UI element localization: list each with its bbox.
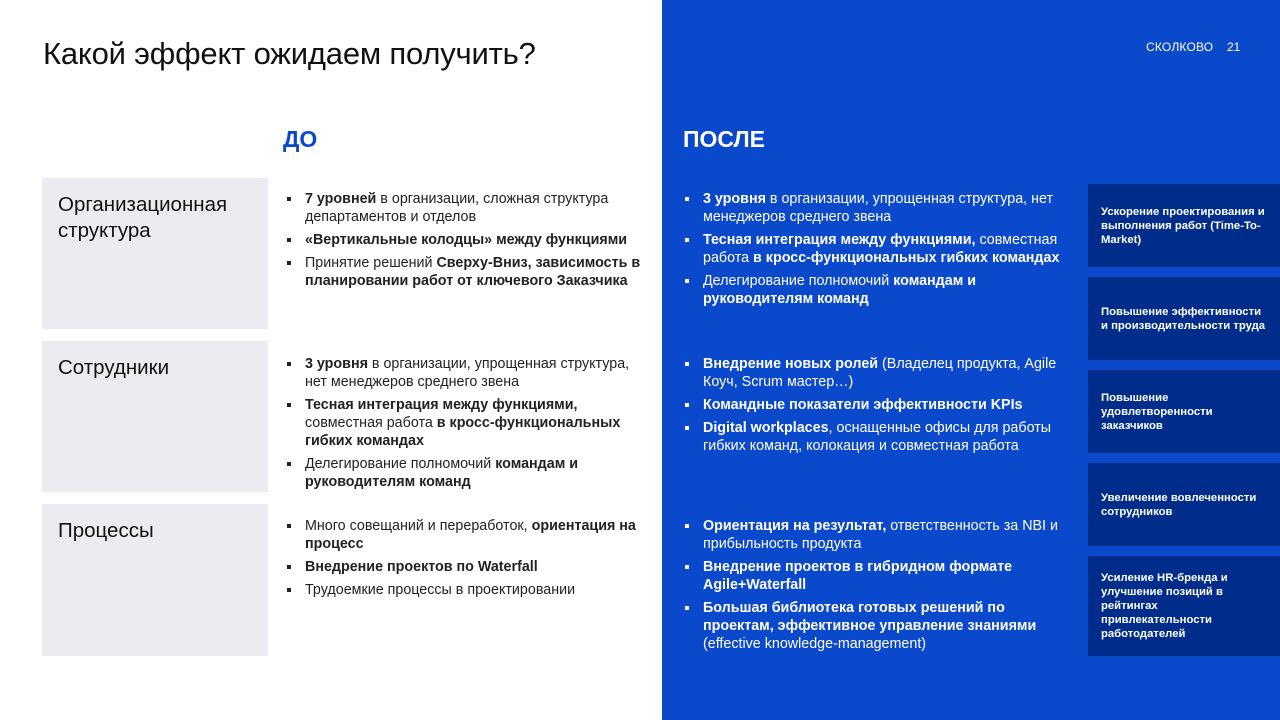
- bullet-text: Делегирование полномочий: [703, 273, 894, 289]
- page-title: Какой эффект ожидаем получить?: [43, 36, 536, 71]
- bullet-text: в организации, упрощенная структура, нет менеджеров среднего звена: [305, 356, 630, 390]
- bullet-item: [284, 231, 654, 249]
- bullet-item: [284, 581, 654, 599]
- before-list-employees: [284, 355, 654, 496]
- effect-text: Усиление HR-бренда и улучшение позиций в рейтингах привлекательности работодателей: [1101, 572, 1228, 640]
- bullet-item: [682, 231, 1072, 267]
- bullet-text: ответственность за NBI и прибыльность продукта: [703, 518, 1058, 552]
- effect-box-customer-satisfaction: [1088, 370, 1280, 453]
- bullet-item: [682, 355, 1072, 391]
- bullet-item: [284, 558, 654, 576]
- effect-text: Ускорение проектирования и выполнения работ (Time-To-Market): [1101, 205, 1265, 246]
- bullet-text-bold: Командные показатели эффективности KPIs: [703, 397, 1023, 413]
- bullet-text-bold: в кросс-функциональных гибких командах: [753, 250, 1060, 266]
- bullet-text-bold: Сверху-Вниз, зависимость в планировании работ от ключевого Заказчика: [305, 255, 641, 289]
- bullet-item: [682, 599, 1072, 653]
- bullet-item: [284, 455, 654, 491]
- effect-text: Повышение удовлетворенности заказчиков: [1101, 391, 1213, 432]
- bullet-text-bold: ориентация на процесс: [305, 518, 636, 552]
- bullet-text-bold: Внедрение новых ролей: [703, 356, 879, 372]
- bullet-text-bold: «Вертикальные колодцы» между функциями: [305, 232, 628, 248]
- after-list-employees: [682, 355, 1072, 460]
- category-box-processes: [42, 504, 268, 656]
- bullet-item: [682, 419, 1072, 455]
- bullet-text-bold: Тесная интеграция между функциями,: [305, 397, 578, 413]
- bullet-item: [682, 558, 1072, 594]
- bullet-text: (Владелец продукта, Agile Коуч, Scrum мастер…): [703, 356, 1057, 390]
- bullet-item: [284, 396, 654, 450]
- effect-box-hr-brand: [1088, 556, 1280, 656]
- bullet-item: [284, 190, 654, 226]
- bullet-item: [284, 517, 654, 553]
- bullet-item: [682, 396, 1072, 414]
- bullet-item: [682, 272, 1072, 308]
- category-box-employees: [42, 341, 268, 492]
- bullet-text: , оснащенные офисы для работы гибких команд, колокация и совместная работа: [703, 420, 1052, 454]
- category-label: Организационная структура: [58, 193, 228, 242]
- after-column-heading: ПОСЛЕ: [683, 126, 765, 152]
- bullet-text-bold: 3 уровня: [703, 191, 766, 207]
- bullet-text-bold: в кросс-функциональных гибких командах: [305, 415, 621, 449]
- bullet-text-bold: Большая библиотека готовых решений по проектам, эффективное управление знаниями: [703, 600, 1037, 634]
- bullet-text-bold: командам и руководителям команд: [305, 456, 579, 490]
- effect-box-productivity: [1088, 277, 1280, 360]
- bullet-text: (effective knowledge-management): [703, 636, 927, 652]
- bullet-item: [682, 190, 1072, 226]
- bullet-item: [284, 355, 654, 391]
- before-column-heading: ДО: [283, 126, 318, 152]
- bullet-text-bold: 3 уровня: [305, 356, 368, 372]
- bullet-text: в организации, сложная структура департаментов и отделов: [305, 191, 609, 225]
- effect-text: Увеличение вовлеченности сотрудников: [1101, 491, 1257, 518]
- before-list-processes: [284, 517, 654, 604]
- bullet-text: в организации, упрощенная структура, нет менеджеров среднего звена: [703, 191, 1054, 225]
- bullet-item: [682, 517, 1072, 553]
- effect-box-time-to-market: [1088, 184, 1280, 267]
- bullet-text-bold: Тесная интеграция между функциями,: [703, 232, 976, 248]
- bullet-item: [284, 254, 654, 290]
- category-label: Процессы: [58, 519, 154, 542]
- category-label: Сотрудники: [58, 356, 170, 379]
- bullet-text-bold: Внедрение проектов в гибридном формате Agile+Waterfall: [703, 559, 1013, 593]
- bullet-text-bold: командам и руководителям команд: [703, 273, 977, 307]
- bullet-text-bold: 7 уровней: [305, 191, 377, 207]
- after-list-processes: [682, 517, 1072, 658]
- bullet-text-bold: Внедрение проектов по Waterfall: [305, 559, 538, 575]
- bullet-text: Принятие решений: [305, 255, 437, 271]
- bullet-text: Много совещаний и переработок,: [305, 518, 532, 534]
- bullet-text-bold: Digital workplaces: [703, 420, 829, 436]
- effect-text: Повышение эффективности и производительности труда: [1101, 305, 1266, 332]
- bullet-text: Трудоемкие процессы в проектировании: [305, 582, 576, 598]
- brand-label: СКОЛКОВО: [1146, 40, 1214, 54]
- bullet-text: Делегирование полномочий: [305, 456, 496, 472]
- page-number: 21: [1227, 40, 1241, 54]
- effect-box-engagement: [1088, 463, 1280, 546]
- before-list-structure: [284, 190, 654, 295]
- category-box-structure: [42, 178, 268, 329]
- bullet-text: совместная работа: [305, 415, 437, 431]
- bullet-text: совместная работа: [703, 232, 1058, 266]
- after-list-structure: [682, 190, 1072, 313]
- bullet-text-bold: Ориентация на результат,: [703, 518, 887, 534]
